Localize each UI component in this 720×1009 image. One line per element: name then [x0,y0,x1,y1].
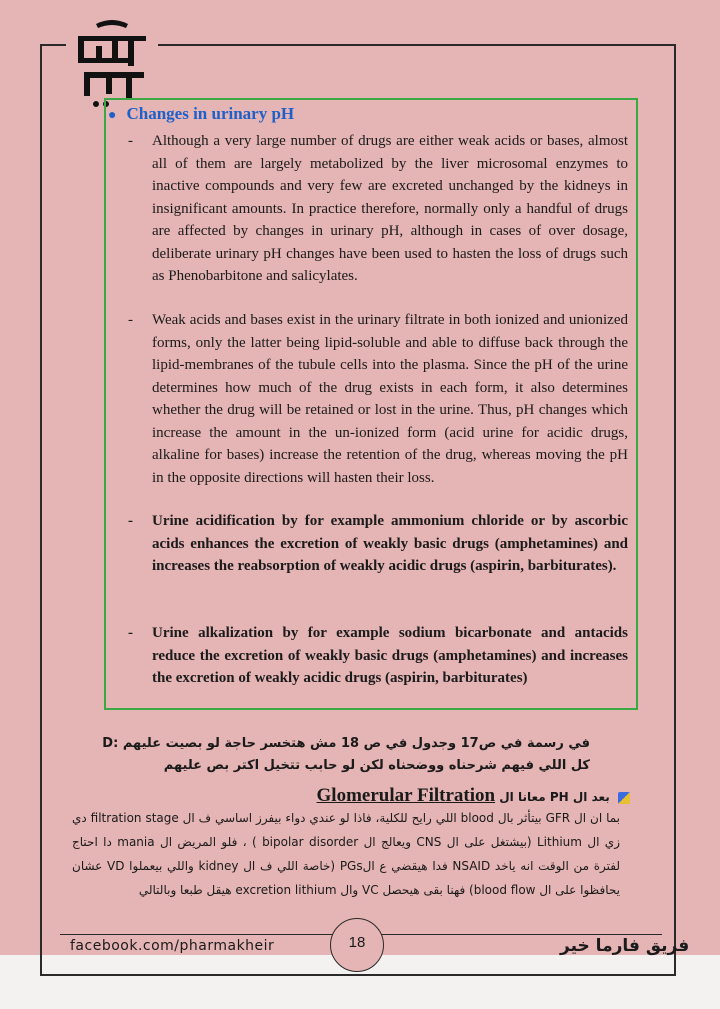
note-line-1: في رسمة في ص17 وجدول في ص 18 مش هتخسر حاجة لو بصيت عليهم :D [102,736,590,751]
list-item-2: - Weak acids and bases exist in the urinary filtrate in both ionized and unionized forms, only the latter being lipid-soluble and able to diffuse back through the lipid-membranes of the tubule cells into the plasma. Since the pH of the urine determines how much of the drug exists in each form, it also determines whether the drug will be retained or lost in the urine. Thus, pH changes which increase the amount in the un-ionized form (acid urine for acidic drugs, alkaline for bases) increase the retention of the drug, whereas moving the pH in the opposite directions will hasten their loss. [128,312,628,486]
facebook-link[interactable]: facebook.com/pharmakheir [70,938,275,954]
list-item-4: - Urine alkalization by for example sodium bicarbonate and antacids reduce the excretion of weakly basic drugs (amphetamines) and increases the excretion of weakly acidic drugs (aspirin, barbiturates) [128,625,628,686]
team-name: فريق فارما خير [560,936,690,956]
glomerular-title: Glomerular Filtration [316,785,496,806]
section-heading: ● Changes in urinary pH [108,104,295,123]
sparkle-icon [618,792,630,804]
bullet-icon: ● [108,108,117,123]
pharma-kheir-logo [66,18,158,110]
note-line-2: كل اللي فيهم شرحناه ووضحناه لكن لو حابب تتخيل اكتر بص عليهم [163,758,590,773]
glomerular-paragraph: بما ان ال GFR بيتأثر بال blood اللي رايح للكلية، فاذا لو عندي دواء بيفرز اساسي ف ال filtration stage دي زي ال Lithium (بيشتغل على ال CNS ويعالج ال bipolar disorder ) ، فلو المريض ال mania دا احتاج لفترة من الوقت انه ياخد NSAID فدا هيقضي ع الPGs (خاصة اللي ف ال kidney واللي بيعملوا VD عشان يحافظوا على ال blood flow) فهنا بقى هيحصل VC وال excretion lithium هيقل طبعا وبالتالي [72,811,621,897]
glomerular-heading: بعد ال PH معانا ال Glomerular Filtration [317,783,630,810]
page-number: 18 [330,918,384,972]
list-item-3: - Urine acidification by for example ammonium chloride or by ascorbic acids enhances the excretion of weakly basic drugs (amphetamines) and increases the reabsorption of weakly acidic drugs (aspirin, barbiturates). [128,513,628,574]
list-item-1: - Although a very large number of drugs are either weak acids or bases, almost all of them are largely metabolized by the liver microsomal enzymes to inactive compounds and very few are excreted unchanged by the kidneys in insignificant amounts. In practice therefore, normally only a handful of drugs are affected by changes in urinary pH, although in cases of over dosage, deliberate urinary pH changes have been used to hasten the loss of drugs such as Phenobarbitone and salicylates. [128,133,628,284]
